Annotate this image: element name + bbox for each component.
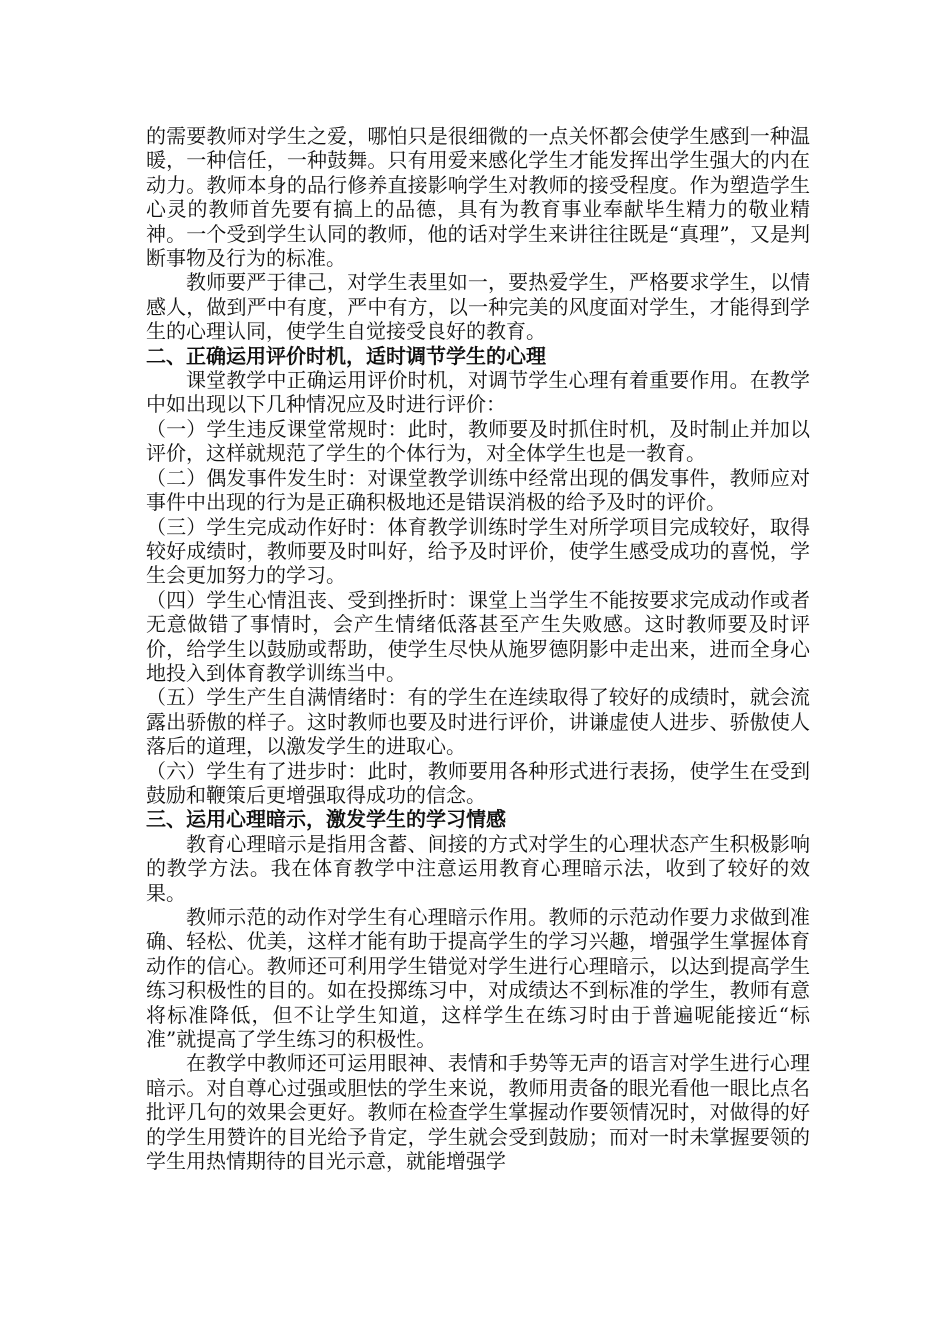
list-item: （五）学生产生自满情绪时：有的学生在连续取得了较好的成绩时，就会流露出骄傲的样子。这时教师也要及时进行评价，讲谦虚使人进步、骄傲使人落后的道理，以激发学生的进取心。 xyxy=(146,685,810,759)
body-paragraph: 教育心理暗示是指用含蓄、间接的方式对学生的心理状态产生积极影响的教学方法。我在体育教学中注意运用教育心理暗示法，收到了较好的效果。 xyxy=(146,831,810,905)
body-paragraph: 教师示范的动作对学生有心理暗示作用。教师的示范动作要力求做到准确、轻松、优美，这样才能有助于提高学生的学习兴趣，增强学生掌握体育动作的信心。教师还可利用学生错觉对学生进行心理暗示，以达到提高学生练习积极性的目的。如在投掷练习中，对成绩达不到标准的学生，教师有意将标准降低，但不让学生知道，这样学生在练习时由于普遍呢能接近“标准”就提高了学生练习的积极性。 xyxy=(146,905,810,1052)
list-item: （一）学生违反课堂常规时：此时，教师要及时抓住时机，及时制止并加以评价，这样就规范了学生的个体行为，对全体学生也是一教育。 xyxy=(146,416,810,466)
body-paragraph: 的需要教师对学生之爱，哪怕只是很细微的一点关怀都会使学生感到一种温暖，一种信任，一种鼓舞。只有用爱来感化学生才能发挥出学生强大的内在动力。教师本身的品行修养直接影响学生对教师的接受程度。作为塑造学生心灵的教师首先要有搞上的品德，具有为教育事业奉献毕生精力的敬业精神。一个受到学生认同的教师，他的话对学生来讲往往既是“真理”，又是判断事物及行为的标准。 xyxy=(146,124,810,271)
body-paragraph: 教师要严于律己，对学生表里如一，要热爱学生，严格要求学生，以情感人，做到严中有度，严中有方，以一种完美的风度面对学生，才能得到学生的心理认同，使学生自觉接受良好的教育。 xyxy=(146,270,810,344)
section-heading: 三、运用心理暗示，激发学生的学习情感 xyxy=(146,807,506,832)
section-heading: 二、正确运用评价时机，适时调节学生的心理 xyxy=(146,343,546,368)
list-item: （二）偶发事件发生时：对课堂教学训练中经常出现的偶发事件，教师应对事件中出现的行为是正确积极地还是错误消极的给予及时的评价。 xyxy=(146,465,810,515)
list-item: （六）学生有了进步时：此时，教师要用各种形式进行表扬，使学生在受到鼓励和鞭策后更增强取得成功的信念。 xyxy=(146,758,810,807)
body-paragraph: 课堂教学中正确运用评价时机，对调节学生心理有着重要作用。在教学中如出现以下几种情况应及时进行评价： xyxy=(146,368,810,417)
list-item: （三）学生完成动作好时：体育教学训练时学生对所学项目完成较好，取得较好成绩时，教师要及时叫好，给予及时评价，使学生感受成功的喜悦，学生会更加努力的学习。 xyxy=(146,514,810,588)
list-item: （四）学生心情沮丧、受到挫折时：课堂上当学生不能按要求完成动作或者无意做错了事情时，会产生情绪低落甚至产生失败感。这时教师要及时评价，给学生以鼓励或帮助，使学生尽快从施罗德阴影中走出来，进而全身心地投入到体育教学训练当中。 xyxy=(146,587,810,685)
document-page xyxy=(146,124,810,1173)
body-paragraph: 在教学中教师还可运用眼神、表情和手势等无声的语言对学生进行心理暗示。对自尊心过强或胆怯的学生来说，教师用责备的眼光看他一眼比点名批评几句的效果会更好。教师在检查学生掌握动作要领情况时，对做得的好的学生用赞许的目光给予肯定，学生就会受到鼓励；而对一时未掌握要领的学生用热情期待的目光示意，就能增强学 xyxy=(146,1051,810,1174)
